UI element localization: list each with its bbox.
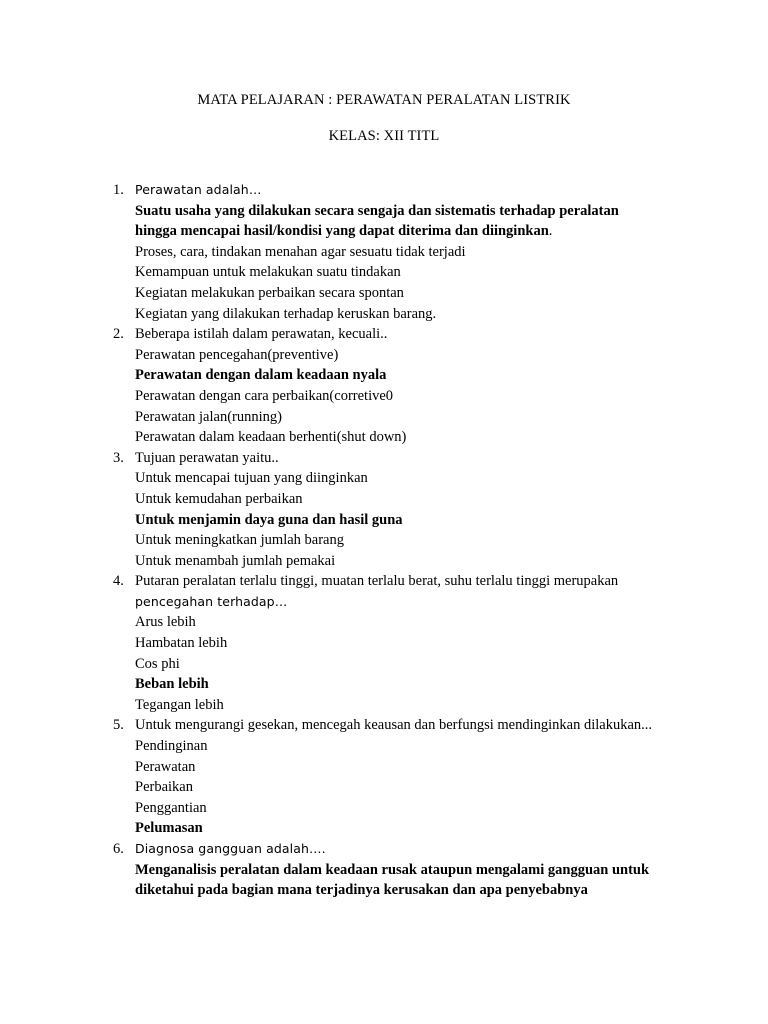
question-number: 2. [113,326,124,343]
answer-option: Cos phi [135,655,180,672]
option-line [0,386,768,407]
question-list [0,180,768,901]
option-line [0,283,768,304]
option-line [0,798,768,819]
answer-option: Untuk menambah jumlah pemakai [135,552,336,569]
answer-option: Perbaikan [135,779,193,796]
answer-option: diketahui pada bagian mana terjadinya kerusakan dan apa penyebabnya [135,882,588,899]
question-number: 6. [113,841,124,857]
option-line [0,612,768,633]
option-line [0,736,768,757]
question-continuation [0,592,768,613]
answer-option: Perawatan [135,758,196,775]
answer-option: Arus lebih [135,614,196,631]
option-line [0,468,768,489]
answer-option: Untuk menjamin daya guna dan hasil guna [135,511,403,528]
question-number: 1. [113,182,124,198]
answer-text: hingga mencapai hasil/kondisi yang dapat diterima dan diinginkan [135,223,549,240]
option-line [0,221,768,242]
answer-option: Untuk meningkatkan jumlah barang [135,532,344,549]
question-text: Tujuan perawatan yaitu.. [135,449,279,466]
answer-option: Perawatan dalam keadaan berhenti(shut down) [135,429,407,446]
question-text: Diagnosa gangguan adalah…. [135,841,326,856]
question-number: 3. [113,449,124,466]
answer-option [135,221,552,242]
option-line [0,654,768,675]
option-line [0,489,768,510]
answer-option: Perawatan pencegahan(preventive) [135,346,339,363]
answer-option: Hambatan lebih [135,635,228,652]
option-line [0,757,768,778]
option-line [0,860,768,881]
answer-option: Perawatan jalan(running) [135,408,282,425]
answer-option: Menganalisis peralatan dalam keadaan rusak ataupun mengalami gangguan untuk [135,861,650,878]
answer-period: . [548,223,553,240]
option-line [0,365,768,386]
answer-option: Suatu usaha yang dilakukan secara sengaja dan sistematis terhadap peralatan [135,202,619,219]
option-line [0,345,768,366]
answer-option: Kegiatan melakukan perbaikan secara spontan [135,284,404,301]
option-line [0,201,768,222]
question-6 [0,839,768,860]
answer-option: Perawatan dengan cara perbaikan(corretive0 [135,387,394,404]
class-label: KELAS: XII TITL [328,128,440,144]
question-3 [0,448,768,469]
answer-option: Pelumasan [135,820,203,837]
option-line [0,818,768,839]
answer-option: Penggantian [135,799,207,816]
answer-option: Perawatan dengan dalam keadaan nyala [135,367,387,384]
answer-option: Kegiatan yang dilakukan terhadap keruskan barang. [135,305,437,322]
option-line [0,674,768,695]
question-number: 4. [113,573,124,590]
option-line [0,407,768,428]
answer-option: Kemampuan untuk melakukan suatu tindakan [135,264,401,281]
question-4 [0,571,768,592]
option-line [0,633,768,654]
answer-option: Pendinginan [135,738,208,755]
option-line [0,427,768,448]
option-line [0,777,768,798]
question-text: pencegahan terhadap… [135,593,288,609]
option-line [0,530,768,551]
option-line [0,510,768,531]
question-text: Putaran peralatan terlalu tinggi, muatan terlalu berat, suhu terlalu tinggi merupakan [135,573,619,590]
option-line [0,880,768,901]
option-line [0,695,768,716]
option-line [0,242,768,263]
option-line [0,304,768,325]
question-5 [0,715,768,736]
question-text: Perawatan adalah… [135,182,262,197]
question-number: 5. [113,717,124,734]
question-text: Beberapa istilah dalam perawatan, kecuali.. [135,326,388,343]
question-text: Untuk mengurangi gesekan, mencegah keausan dan berfungsi mendinginkan dilakukan... [135,717,653,734]
answer-option: Beban lebih [135,676,209,693]
question-1 [0,180,768,201]
option-line [0,262,768,283]
option-line [0,551,768,572]
answer-option: Untuk kemudahan perbaikan [135,490,303,507]
answer-option: Proses, cara, tindakan menahan agar sesuatu tidak terjadi [135,243,466,260]
answer-option: Tegangan lebih [135,696,224,713]
answer-option: Untuk mencapai tujuan yang diinginkan [135,470,368,487]
document-title: MATA PELAJARAN : PERAWATAN PERALATAN LISTRIK [197,92,571,108]
question-2 [0,324,768,345]
